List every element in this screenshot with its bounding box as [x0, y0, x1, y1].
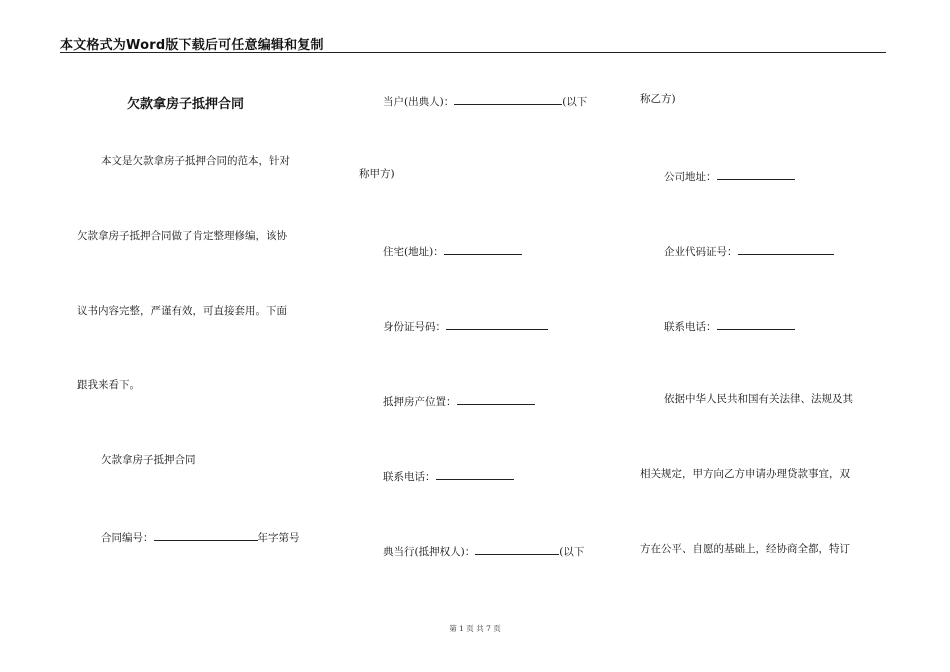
page-number: 第 1 页 共 7 页 — [449, 624, 501, 633]
property-location-blank — [457, 393, 535, 405]
party-a-line: 称甲方) — [359, 168, 395, 180]
id-number-label: 身份证号码： — [383, 321, 446, 333]
company-address-blank — [717, 168, 795, 180]
intro-line-3: 议书内容完整，严谨有效，可直接套用。下面 — [77, 305, 287, 317]
intro-line-4: 跟我来看下。 — [77, 379, 140, 391]
id-number-line — [383, 318, 548, 334]
enterprise-code-line — [664, 243, 834, 259]
pawnshop-suffix: (以下 — [559, 546, 585, 558]
enterprise-code-blank — [738, 243, 834, 255]
header-text: 本文格式为Word版下载后可任意编辑和复制 — [60, 38, 324, 53]
intro-line-2: 欠款拿房子抵押合同做了肯定整理修编，该协 — [77, 230, 287, 242]
legal-basis-line-1: 依据中华人民共和国有关法律、法规及其 — [664, 393, 853, 405]
pawner-suffix: (以下 — [562, 96, 588, 108]
enterprise-code-label: 企业代码证号： — [664, 246, 738, 258]
legal-basis-line-3: 方在公平、自愿的基础上，经协商全都，特订 — [640, 543, 850, 555]
pawner-blank — [454, 93, 562, 105]
document-header — [60, 34, 886, 53]
pawner-line — [383, 93, 587, 109]
contract-number-blank — [154, 529, 258, 541]
intro-line-1: 本文是欠款拿房子抵押合同的范本，针对 — [101, 155, 290, 167]
document-title: 欠款拿房子抵押合同 — [127, 97, 245, 112]
company-phone-line — [664, 318, 795, 334]
address-line — [383, 243, 522, 259]
property-location-line — [383, 393, 535, 409]
pawnshop-line — [383, 543, 584, 559]
id-number-blank — [446, 318, 548, 330]
company-phone-label: 联系电话： — [664, 321, 717, 333]
pawner-phone-label: 联系电话： — [383, 471, 436, 483]
pawner-phone-blank — [436, 468, 514, 480]
pawner-phone-line — [383, 468, 514, 484]
company-address-label: 公司地址： — [664, 171, 717, 183]
pawner-label: 当户(出典人)： — [383, 96, 455, 108]
property-location-label: 抵押房产位置： — [383, 396, 457, 408]
contract-number-suffix: 年字第号 — [257, 532, 300, 544]
legal-basis-line-2: 相关规定，甲方向乙方申请办理贷款事宜，双 — [640, 468, 850, 480]
contract-subtitle: 欠款拿房子抵押合同 — [101, 454, 196, 466]
address-blank — [444, 243, 522, 255]
company-phone-blank — [717, 318, 795, 330]
pawnshop-label: 典当行(抵押权人)： — [383, 546, 476, 558]
address-label: 住宅(地址)： — [383, 246, 444, 258]
party-b-line: 称乙方) — [640, 93, 676, 105]
pawnshop-blank — [475, 543, 559, 555]
company-address-line — [664, 168, 795, 184]
contract-number-line — [101, 529, 300, 545]
contract-number-label: 合同编号： — [101, 532, 154, 544]
